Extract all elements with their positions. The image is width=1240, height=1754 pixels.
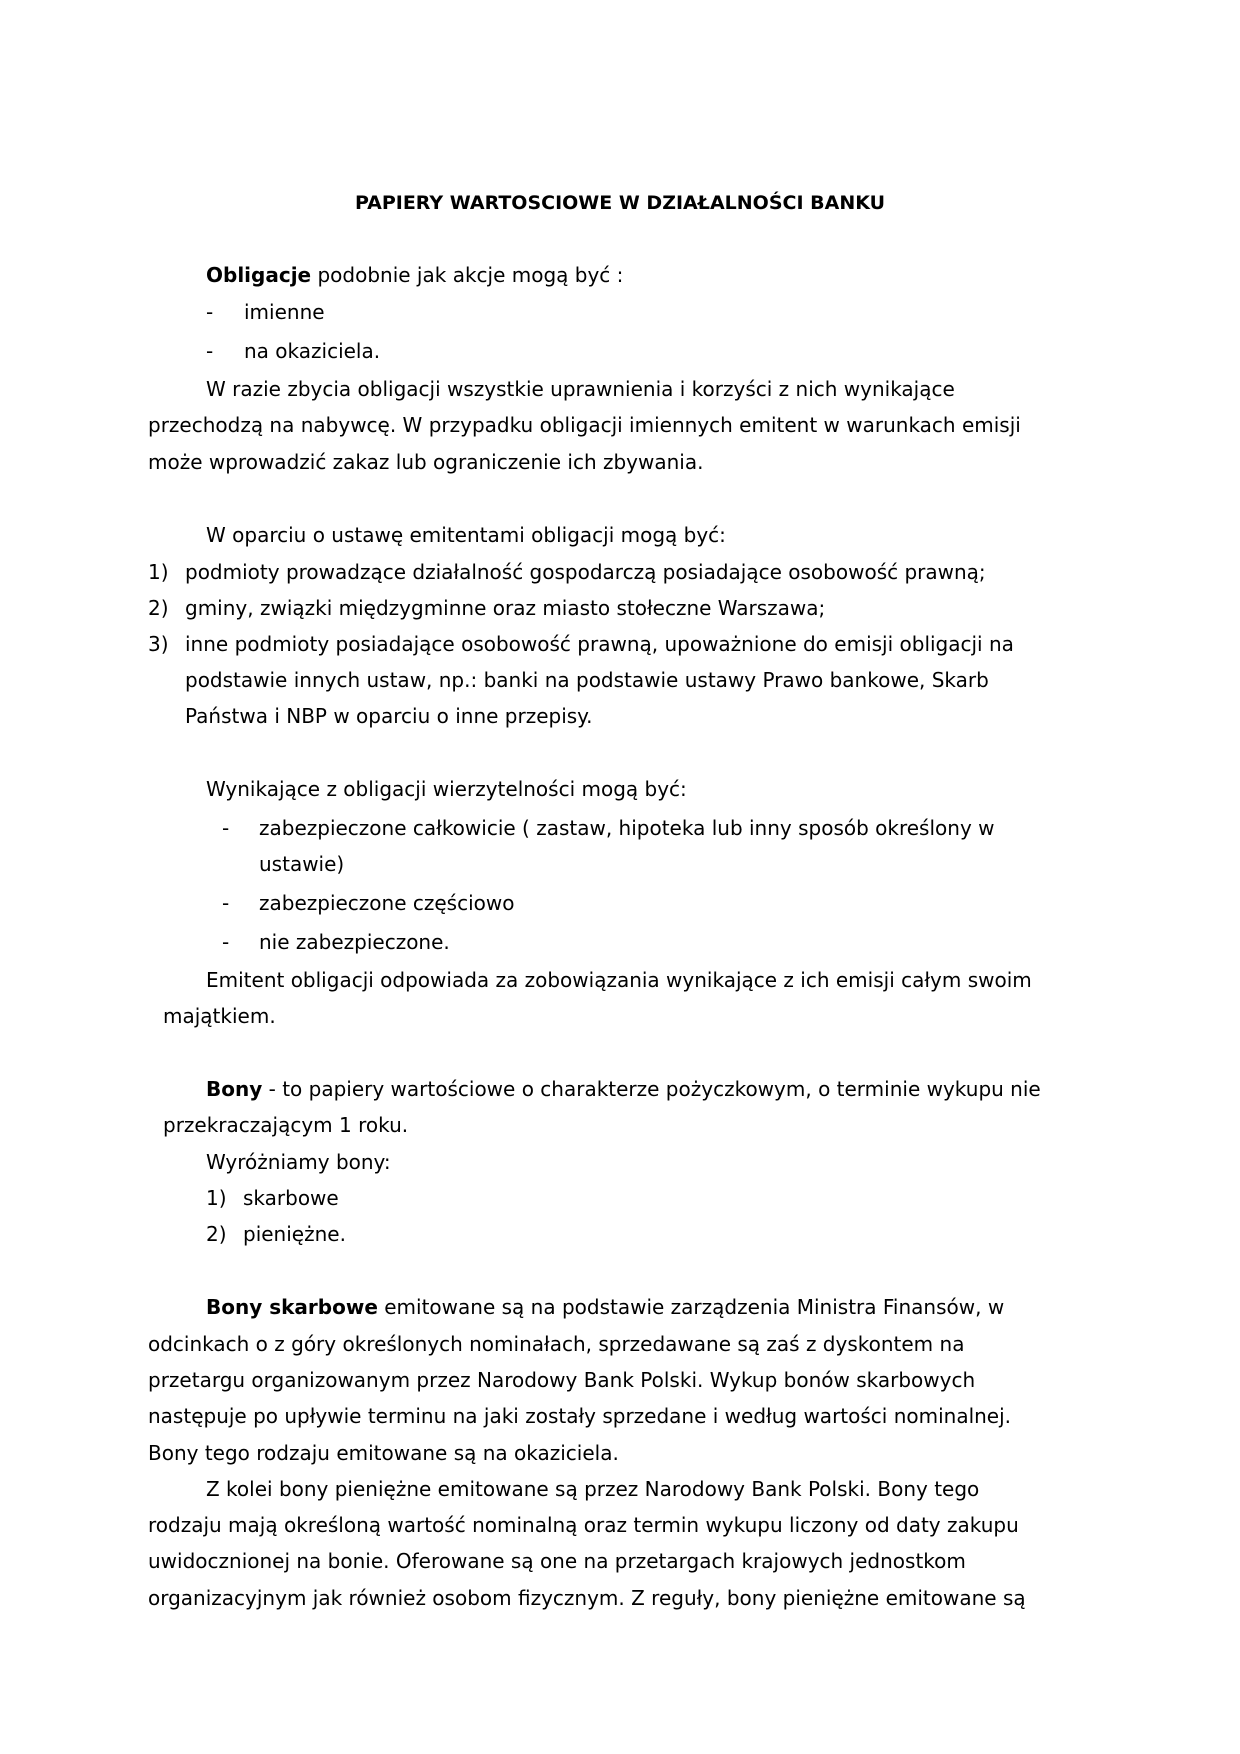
paragraph-line: rodzaju mają określoną wartość nominalną oraz termin wykupu liczony od daty zakupu xyxy=(148,1513,1019,1537)
bony-skarbowe-text: emitowane są na podstawie zarządzenia Ministra Finansów, w xyxy=(377,1295,1005,1319)
paragraph-line: przechodzą na nabywcę. W przypadku obligacji imiennych emitent w warunkach emisji xyxy=(148,413,1021,437)
bony-skarbowe-term: Bony skarbowe xyxy=(206,1295,378,1319)
list-item: gminy, związki międzygminne oraz miasto stołeczne Warszawa; xyxy=(185,596,826,620)
list-item: skarbowe xyxy=(243,1186,339,1210)
list-number: 2) xyxy=(148,596,169,620)
list-item: zabezpieczone częściowo xyxy=(259,891,515,915)
list-number: 2) xyxy=(206,1222,227,1246)
list-number: 1) xyxy=(206,1186,227,1210)
document-title: PAPIERY WARTOSCIOWE W DZIAŁALNOŚCI BANKU xyxy=(354,192,886,214)
list-item-continuation: ustawie) xyxy=(259,852,345,876)
list-number: 1) xyxy=(148,560,169,584)
list-item: pieniężne. xyxy=(243,1222,346,1246)
list-number: 3) xyxy=(148,632,169,656)
bony-types-intro: Wyróżniamy bony: xyxy=(206,1150,391,1174)
bony-skarbowe-intro xyxy=(206,1295,1004,1319)
paragraph-line: przekraczającym 1 roku. xyxy=(163,1113,409,1137)
list-bullet: - xyxy=(222,816,230,840)
obligacje-intro xyxy=(206,263,623,287)
list-bullet: - xyxy=(206,300,214,324)
obligacje-term: Obligacje xyxy=(206,263,312,287)
list-item: inne podmioty posiadające osobowość prawną, upoważnione do emisji obligacji na xyxy=(185,632,1014,656)
bony-intro xyxy=(206,1077,1041,1101)
paragraph-line: organizacyjnym jak również osobom fizycznym. Z reguły, bony pieniężne emitowane są xyxy=(148,1586,1026,1610)
paragraph-line: Bony tego rodzaju emitowane są na okaziciela. xyxy=(148,1441,619,1465)
list-bullet: - xyxy=(206,339,214,363)
list-item-continuation: Państwa i NBP w oparciu o inne przepisy. xyxy=(185,704,593,728)
paragraph-line: uwidocznionej na bonie. Oferowane są one na przetargach krajowych jednostkom xyxy=(148,1549,966,1573)
list-item: nie zabezpieczone. xyxy=(259,930,450,954)
bony-intro-text: - to papiery wartościowe o charakterze pożyczkowym, o terminie wykupu nie xyxy=(262,1077,1041,1101)
paragraph-line: Z kolei bony pieniężne emitowane są przez Narodowy Bank Polski. Bony tego xyxy=(206,1477,980,1501)
list-item: zabezpieczone całkowicie ( zastaw, hipoteka lub inny sposób określony w xyxy=(259,816,995,840)
list-item: na okaziciela. xyxy=(244,339,381,363)
paragraph-line: przetargu organizowanym przez Narodowy Bank Polski. Wykup bonów skarbowych xyxy=(148,1368,976,1392)
paragraph-line: może wprowadzić zakaz lub ograniczenie ich zbywania. xyxy=(148,450,704,474)
paragraph-line: następuje po upływie terminu na jaki zostały sprzedane i według wartości nominalnej. xyxy=(148,1404,1012,1428)
paragraph-line: majątkiem. xyxy=(163,1004,276,1028)
paragraph-line: Emitent obligacji odpowiada za zobowiązania wynikające z ich emisji całym swoim xyxy=(206,968,1032,992)
claims-intro: Wynikające z obligacji wierzytelności mogą być: xyxy=(206,777,687,801)
paragraph-line: odcinkach o z góry określonych nominałach, sprzedawane są zaś z dyskontem na xyxy=(148,1332,965,1356)
list-item: podmioty prowadzące działalność gospodarczą posiadające osobowość prawną; xyxy=(185,560,986,584)
paragraph-line: W razie zbycia obligacji wszystkie uprawnienia i korzyści z nich wynikające xyxy=(206,377,955,401)
list-bullet: - xyxy=(222,891,230,915)
bony-term: Bony xyxy=(206,1077,263,1101)
list-item-continuation: podstawie innych ustaw, np.: banki na podstawie ustawy Prawo bankowe, Skarb xyxy=(185,668,989,692)
obligacje-intro-text: podobnie jak akcje mogą być : xyxy=(311,263,624,287)
list-item: imienne xyxy=(244,300,325,324)
issuers-intro: W oparciu o ustawę emitentami obligacji mogą być: xyxy=(206,523,726,547)
list-bullet: - xyxy=(222,930,230,954)
